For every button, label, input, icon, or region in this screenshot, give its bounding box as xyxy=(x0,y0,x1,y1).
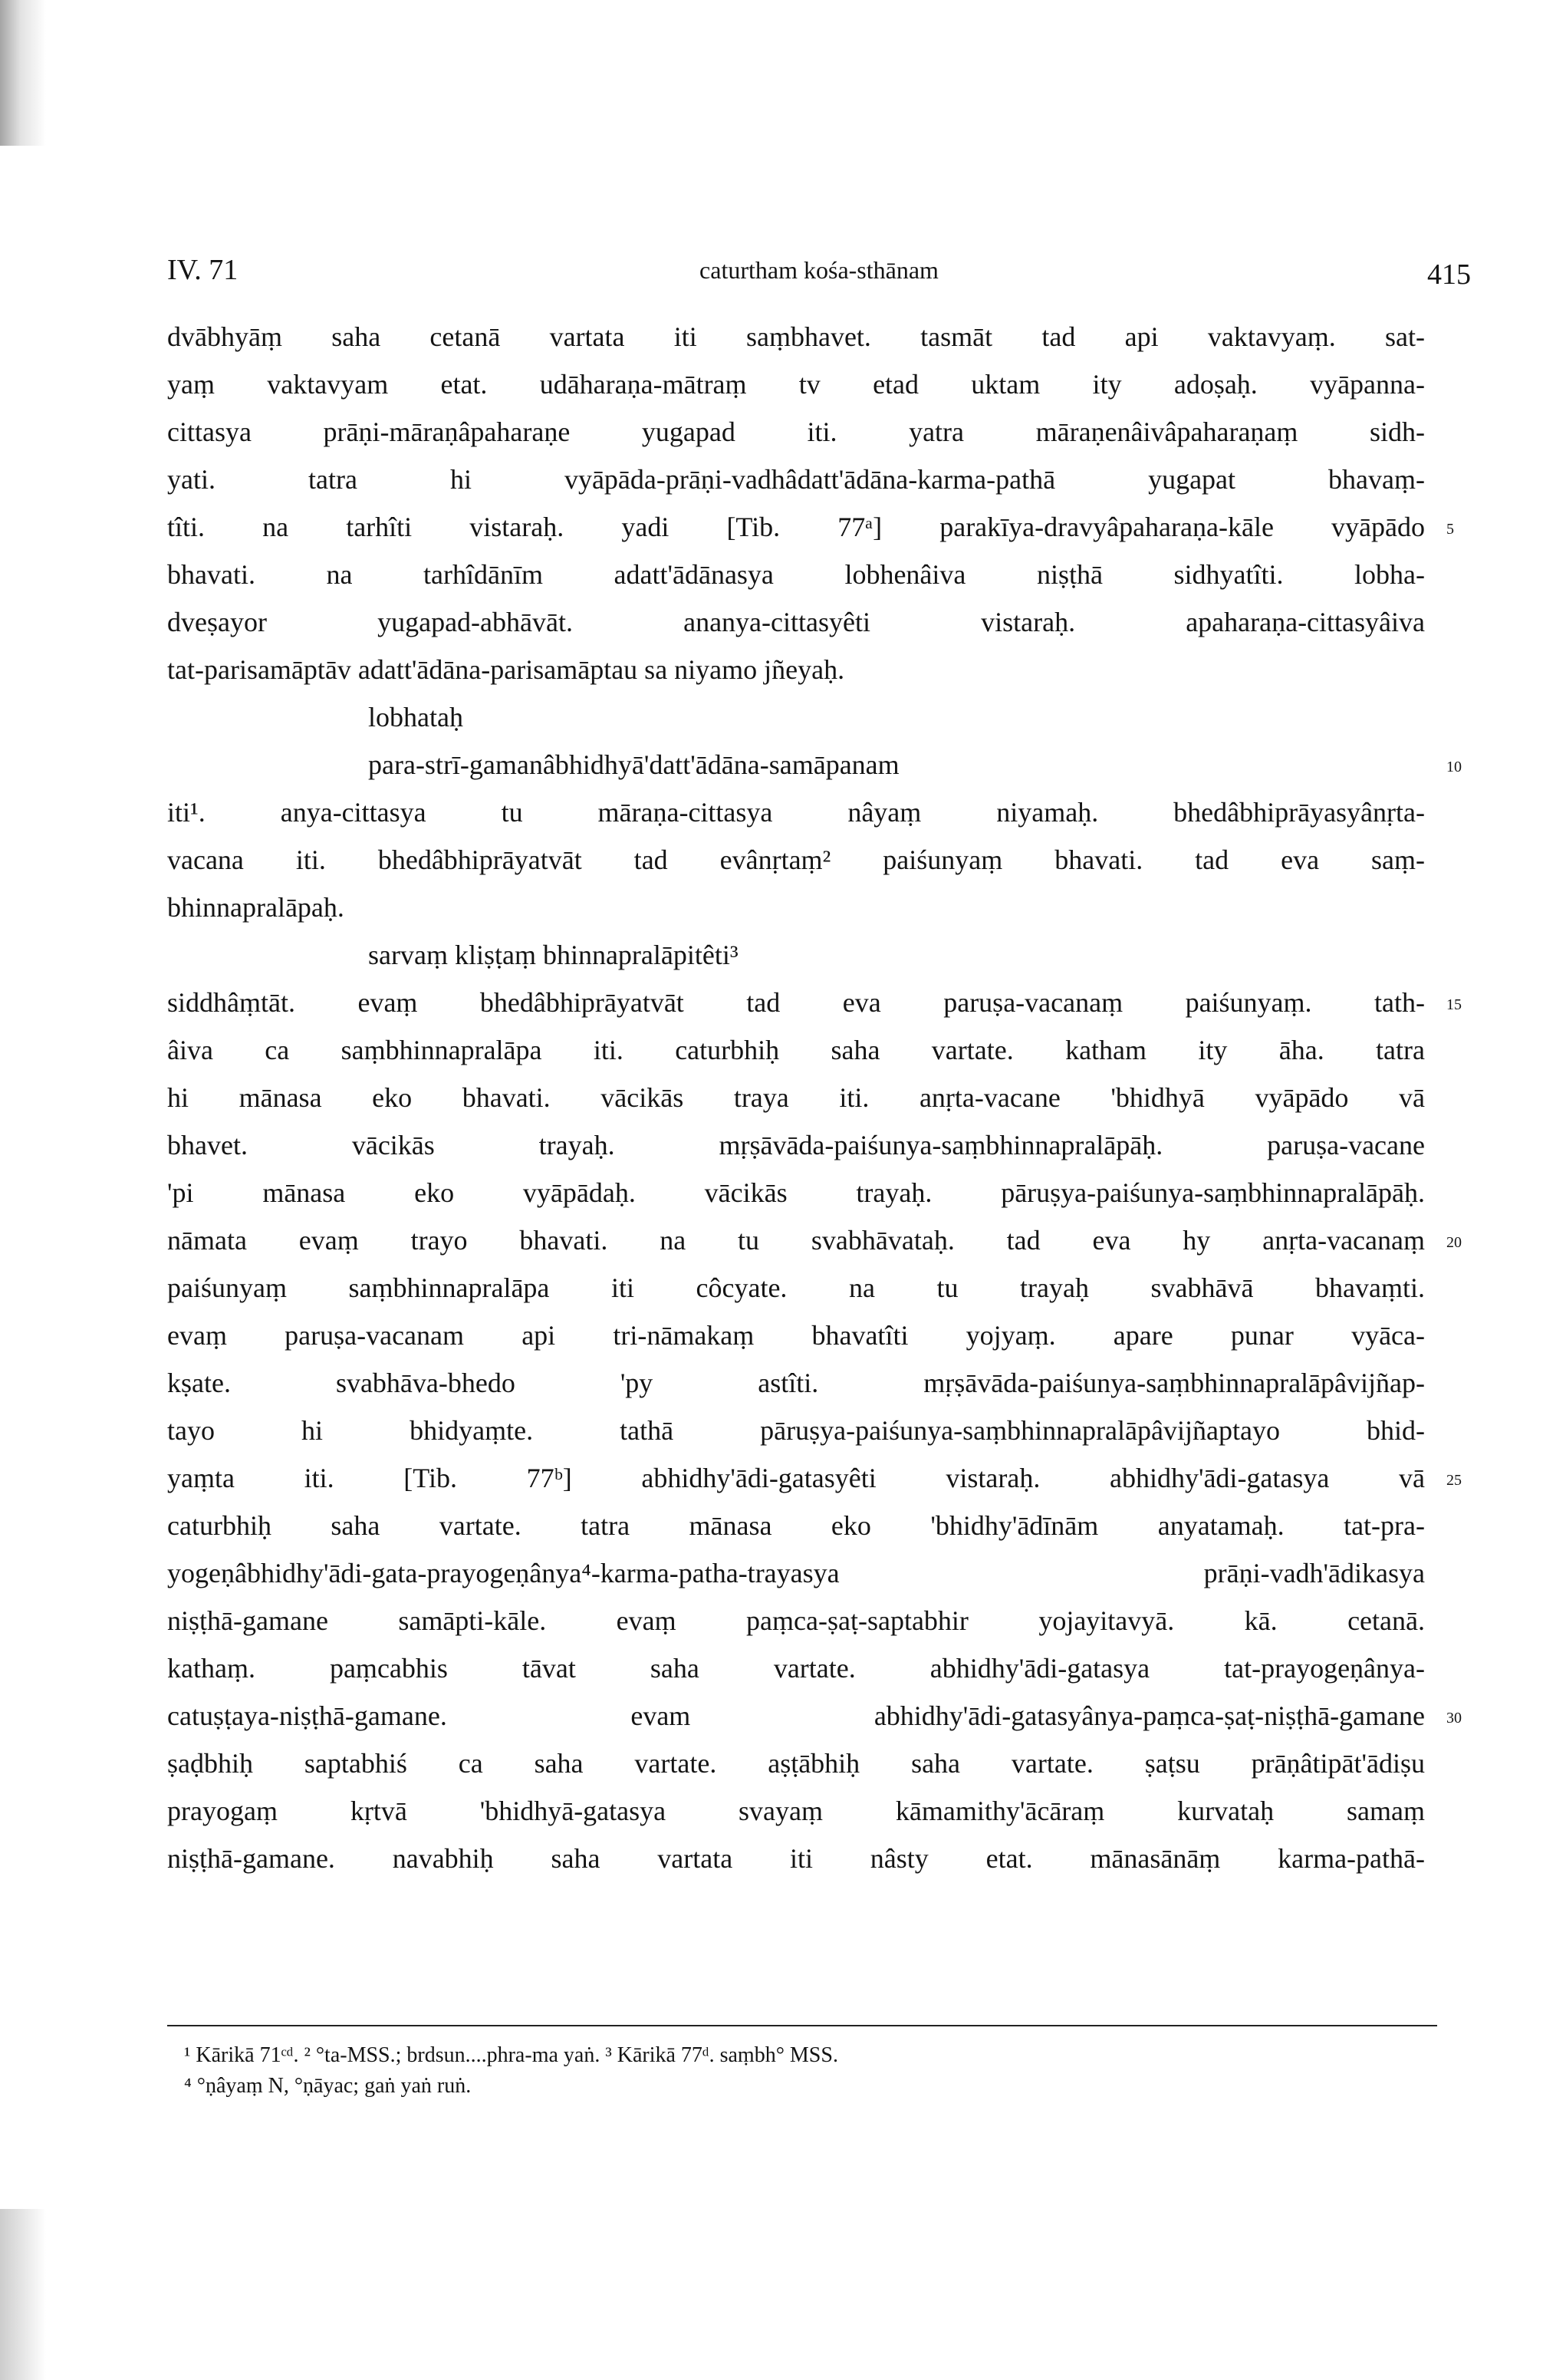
line-number: 20 xyxy=(1446,1234,1462,1251)
running-title: caturtham kośa-sthānam xyxy=(699,256,939,284)
scan-shadow-top xyxy=(0,0,46,146)
line-number: 15 xyxy=(1446,996,1462,1013)
text-line: ṣaḍbhiḥ saptabhiś ca saha vartate. aṣṭābhiḥ saha vartate. ṣaṭsu prāṇâtipāt'ādiṣu xyxy=(167,1748,1425,1779)
text-line: âiva ca saṃbhinnapralāpa iti. caturbhiḥ saha vartate. katham ity āha. tatra xyxy=(167,1035,1425,1065)
text-line: bhavati. na tarhîdānīm adatt'ādānasya lobhenâiva niṣṭhā sidhyatîti. lobha- xyxy=(167,559,1425,590)
running-header xyxy=(167,253,1471,299)
text-line: iti¹. anya-cittasya tu māraṇa-cittasya nâyaṃ niyamaḥ. bhedâbhiprāyasyânṛta- xyxy=(167,797,1425,828)
footnote-rule xyxy=(167,2025,1437,2026)
footnote: ⁴ °ṇâyaṃ N, °ṇāyac; gaṅ yaṅ ruṅ. xyxy=(184,2074,472,2098)
text-line: yogeṇâbhidhy'ādi-gata-prayogeṇânya⁴-karma-patha-trayasya prāṇi-vadh'ādikasya xyxy=(167,1558,1425,1588)
line-number: 25 xyxy=(1446,1472,1462,1489)
chapter-reference: IV. 71 xyxy=(167,254,239,286)
text-line: tîti. na tarhîti vistaraḥ. yadi [Tib. 77ᵃ] parakīya-dravyâpaharaṇa-kāle vyāpādo xyxy=(167,512,1425,542)
scan-shadow-bottom xyxy=(0,2209,46,2380)
text-line: bhinnapralāpaḥ. xyxy=(167,892,344,923)
text-line: caturbhiḥ saha vartate. tatra mānasa eko 'bhidhy'ādīnām anyatamaḥ. tat-pra- xyxy=(167,1510,1425,1541)
text-line: yati. tatra hi vyāpāda-prāṇi-vadhâdatt'ādāna-karma-pathā yugapat bhavaṃ- xyxy=(167,464,1425,495)
text-line: para-strī-gamanâbhidhyā'datt'ādāna-samāpanam xyxy=(368,749,900,780)
text-line: tat-parisamāptāv adatt'ādāna-parisamāptau sa niyamo jñeyaḥ. xyxy=(167,654,845,685)
text-line: cittasya prāṇi-māraṇâpaharaṇe yugapad iti. yatra māraṇenâivâpaharaṇaṃ sidh- xyxy=(167,416,1425,447)
line-number: 30 xyxy=(1446,1710,1462,1727)
text-line: kathaṃ. paṃcabhis tāvat saha vartate. abhidhy'ādi-gatasya tat-prayogeṇânya- xyxy=(167,1653,1425,1684)
text-line: catuṣṭaya-niṣṭhā-gamane. evam abhidhy'ādi-gatasyânya-paṃca-ṣaṭ-niṣṭhā-gamane xyxy=(167,1700,1425,1731)
text-line: tayo hi bhidyaṃte. tathā pāruṣya-paiśunya-saṃbhinnapralāpâvijñaptayo bhid- xyxy=(167,1415,1425,1446)
line-number: 5 xyxy=(1446,521,1454,538)
text-line: dveṣayor yugapad-abhāvāt. ananya-cittasyêti vistaraḥ. apaharaṇa-cittasyâiva xyxy=(167,607,1425,637)
line-number: 10 xyxy=(1446,759,1462,775)
text-line: lobhataḥ xyxy=(368,702,463,732)
text-line: siddhâṃtāt. evaṃ bhedâbhiprāyatvāt tad eva paruṣa-vacanaṃ paiśunyaṃ. tath- xyxy=(167,987,1425,1018)
footnotes xyxy=(184,2040,1426,2102)
text-line: yaṃ vaktavyam etat. udāharaṇa-mātraṃ tv etad uktam ity adoṣaḥ. vyāpanna- xyxy=(167,369,1425,400)
text-line: hi mānasa eko bhavati. vācikās traya iti. anṛta-vacane 'bhidhyā vyāpādo vā xyxy=(167,1082,1425,1113)
text-line: paiśunyaṃ saṃbhinnapralāpa iti côcyate. na tu trayaḥ svabhāvā bhavaṃti. xyxy=(167,1272,1425,1303)
text-line: dvābhyāṃ saha cetanā vartata iti saṃbhavet. tasmāt tad api vaktavyaṃ. sat- xyxy=(167,321,1425,352)
text-line: prayogaṃ kṛtvā 'bhidhyā-gatasya svayaṃ kāmamithy'ācāraṃ kurvataḥ samaṃ xyxy=(167,1796,1425,1826)
text-line: bhavet. vācikās trayaḥ. mṛṣāvāda-paiśunya-saṃbhinnapralāpāḥ. paruṣa-vacane xyxy=(167,1130,1425,1160)
page-number: 415 xyxy=(1427,258,1471,291)
text-line: 'pi mānasa eko vyāpādaḥ. vācikās trayaḥ. pāruṣya-paiśunya-saṃbhinnapralāpāḥ. xyxy=(167,1177,1425,1208)
text-line: niṣṭhā-gamane samāpti-kāle. evaṃ paṃca-ṣaṭ-saptabhir yojayitavyā. kā. cetanā. xyxy=(167,1605,1425,1636)
text-line: evaṃ paruṣa-vacanam api tri-nāmakaṃ bhavatîti yojyaṃ. apare punar vyāca- xyxy=(167,1320,1425,1351)
text-line: nāmata evaṃ trayo bhavati. na tu svabhāvataḥ. tad eva hy anṛta-vacanaṃ xyxy=(167,1225,1425,1256)
text-line: vacana iti. bhedâbhiprāyatvāt tad evânṛtaṃ² paiśunyaṃ bhavati. tad eva saṃ- xyxy=(167,844,1425,875)
text-line: sarvaṃ kliṣṭaṃ bhinnapralāpitêti³ xyxy=(368,940,739,970)
text-line: yaṃta iti. [Tib. 77ᵇ] abhidhy'ādi-gatasyêti vistaraḥ. abhidhy'ādi-gatasya vā xyxy=(167,1463,1425,1493)
footnote: ¹ Kārikā 71ᶜᵈ. ² °ta-MSS.; brdsun....phra-ma yaṅ. ³ Kārikā 77ᵈ. saṃbh° MSS. xyxy=(184,2043,838,2067)
body-text xyxy=(167,313,1425,1882)
text-line: niṣṭhā-gamane. navabhiḥ saha vartata iti nâsty etat. mānasānāṃ karma-pathā- xyxy=(167,1843,1425,1874)
text-line: kṣate. svabhāva-bhedo 'py astîti. mṛṣāvāda-paiśunya-saṃbhinnapralāpâvijñap- xyxy=(167,1368,1425,1398)
